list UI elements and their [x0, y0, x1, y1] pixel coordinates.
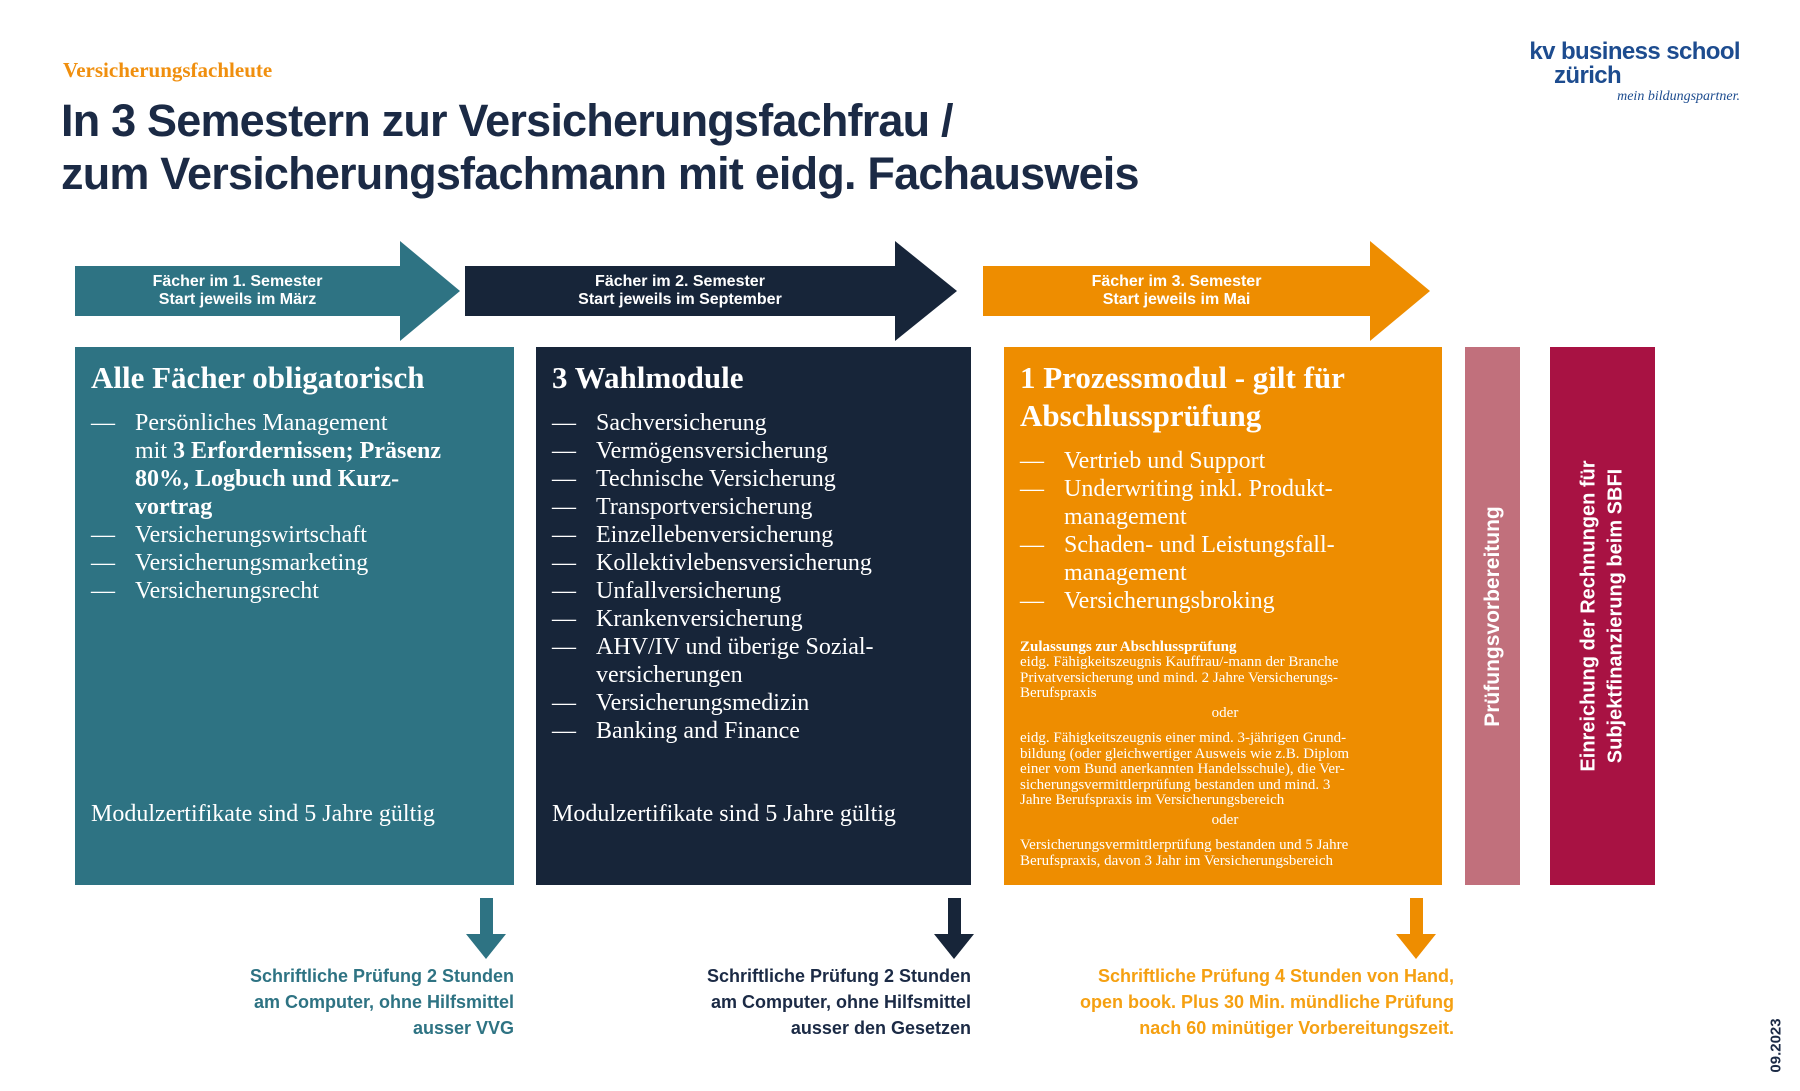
module-item: — Krankenversicherung	[552, 606, 803, 632]
semester-2-arrowhead-icon	[895, 241, 957, 341]
module-item: — Versicherungsbroking	[1020, 588, 1275, 614]
module-item: — Versicherungsrecht	[91, 578, 319, 604]
dash-marker: —	[552, 634, 576, 660]
page-title-line1: In 3 Semestern zur Versicherungsfachfrau /	[61, 95, 953, 146]
arrow-label-line1: Fächer im 2. Semester	[595, 273, 765, 290]
module-item: — Schaden- und Leistungsfall- management	[1020, 532, 1335, 586]
dash-marker: —	[552, 438, 576, 464]
down-arrow-1-head-icon	[466, 934, 506, 959]
box-footnote: Modulzertifikate sind 5 Jahre gültig	[91, 801, 435, 827]
box-title: 3 Wahlmodule	[552, 360, 744, 395]
bar-pruefungsvorbereitung	[1465, 347, 1520, 885]
dash-marker: —	[552, 550, 576, 576]
arrow-label-line1: Fächer im 3. Semester	[1091, 273, 1262, 290]
module-item: — Versicherungsmarketing	[91, 550, 369, 576]
semester-3-arrowhead-icon	[1370, 241, 1430, 341]
dash-marker: —	[552, 466, 576, 492]
arrow-label-line1: Fächer im 1. Semester	[152, 273, 323, 290]
bar-label-line: Subjektfinanzierung beim SBFI	[1604, 468, 1627, 764]
down-arrow-2-icon	[948, 898, 961, 934]
bar-label-line: Einreichung der Rechnungen für	[1577, 460, 1600, 772]
down-arrow-3-head-icon	[1396, 934, 1436, 959]
logo-tagline: mein bildungspartner.	[1617, 89, 1740, 104]
admission-requirements: Zulassungs zur Abschlussprüfung eidg. Fähigkeitszeugnis Kauffrau/-mann der Branche Privatversicherung und mind. 2 Jahre Versicherungs- Berufspraxis oder eidg. Fähigkeitszeugnis einer mind. 3-jährigen Grund- bildung (oder gleichwertiger Ausweis wie z.B. Diplom einer vom Bund anerkannten Handelsschule), die Ver- sicherungsvermittlerprüfung bestanden und mind. 3 Jahre Berufspraxis im Versicherungsbereich oder Versicherungsvermittlerprüfung bestanden und 5 Jahre Berufspraxis, davon 3 Jahr im Versicherungsbereich	[1020, 638, 1350, 869]
module-item: — Versicherungsmedizin	[552, 690, 810, 716]
dash-marker: —	[91, 550, 115, 576]
logo-line1: kv business school	[1529, 38, 1740, 65]
kicker: Versicherungsfachleute	[63, 58, 273, 82]
module-item: — Kollektivlebensversicherung	[552, 550, 872, 576]
module-item: — AHV/IV und überige Sozial- versicherungen	[552, 634, 874, 688]
module-item: — Sachversicherung	[552, 410, 767, 436]
dash-marker: —	[91, 522, 115, 548]
dash-marker: —	[552, 718, 576, 744]
semester-2-arrow-label	[578, 273, 782, 309]
module-item: — Transportversicherung	[552, 494, 813, 520]
module-list	[552, 409, 957, 745]
semester-1-arrow	[75, 266, 400, 316]
module-list	[91, 409, 500, 605]
arrow-label-line2: Start jeweils im März	[158, 291, 317, 308]
date-note-text: 09.2023	[1767, 1017, 1785, 1073]
semester-2-box	[536, 347, 971, 885]
bar-label	[1479, 506, 1506, 727]
arrow-label-line2: Start jeweils im September	[578, 291, 782, 308]
dash-marker: —	[552, 578, 576, 604]
semester-3-arrow	[983, 266, 1370, 316]
box-title: 1 Prozessmodul - gilt für Abschlussprüfung	[1020, 360, 1345, 433]
module-item: — Underwriting inkl. Produkt- management	[1020, 476, 1333, 530]
semester-2-arrow	[465, 266, 895, 316]
vertical-label-wrap	[1465, 347, 1520, 885]
vertical-label-wrap	[1550, 347, 1655, 885]
down-arrow-1-icon	[480, 898, 493, 934]
module-item: — Vertrieb und Support	[1020, 448, 1266, 474]
dash-marker: —	[552, 494, 576, 520]
page-title-line2: zum Versicherungsfachmann mit eidg. Fachausweis	[61, 148, 1139, 199]
dash-marker: —	[91, 410, 115, 436]
box-footnote: Modulzertifikate sind 5 Jahre gültig	[552, 801, 896, 827]
logo-line2: zürich	[1554, 62, 1622, 89]
dash-marker: —	[1020, 448, 1044, 474]
module-list	[1020, 447, 1428, 615]
bar-label-line: Prüfungsvorbereitung	[1481, 505, 1505, 727]
dash-marker: —	[552, 410, 576, 436]
semester-3-arrow-label	[1092, 273, 1262, 309]
semester-1-box	[75, 347, 514, 885]
dash-marker: —	[91, 578, 115, 604]
semester-3-box	[1004, 347, 1442, 885]
dash-marker: —	[1020, 588, 1044, 614]
semester-1-arrowhead-icon	[400, 241, 460, 341]
module-item: — Einzellebenversicherung	[552, 522, 834, 548]
module-item: — Unfallversicherung	[552, 578, 782, 604]
module-item: — Vermögensversicherung	[552, 438, 828, 464]
kv-business-school-logo	[1518, 40, 1740, 105]
module-item: — Banking and Finance	[552, 718, 800, 744]
exam-note-2: Schriftliche Prüfung 2 Stunden am Computer, ohne Hilfsmittel ausser den Gesetzen	[706, 966, 971, 1038]
bar-label	[1576, 460, 1630, 771]
page-title	[61, 94, 1139, 200]
dash-marker: —	[552, 690, 576, 716]
box-title: Alle Fächer obligatorisch	[91, 360, 425, 395]
date-note	[1756, 1005, 1796, 1085]
exam-note-1: Schriftliche Prüfung 2 Stunden am Computer, ohne Hilfsmittel ausser VVG	[249, 966, 514, 1038]
dash-marker: —	[1020, 476, 1044, 502]
module-item: — Versicherungswirtschaft	[91, 522, 367, 548]
module-item: — Technische Versicherung	[552, 466, 836, 492]
down-arrow-2-head-icon	[934, 934, 974, 959]
dash-marker: —	[552, 522, 576, 548]
down-arrow-3-icon	[1410, 898, 1423, 934]
module-item: — Persönliches Management mit 3 Erfordernissen; Präsenz 80%, Logbuch und Kurz- vortrag	[91, 410, 441, 520]
dash-marker: —	[552, 606, 576, 632]
bar-einreichung-sbfi	[1550, 347, 1655, 885]
dash-marker: —	[1020, 532, 1044, 558]
exam-note-3: Schriftliche Prüfung 4 Stunden von Hand, open book. Plus 30 Min. mündliche Prüfung nach 60 minütiger Vorbereitungszeit.	[1079, 966, 1454, 1038]
arrow-label-line2: Start jeweils im Mai	[1102, 291, 1251, 308]
semester-1-arrow-label	[153, 273, 323, 309]
